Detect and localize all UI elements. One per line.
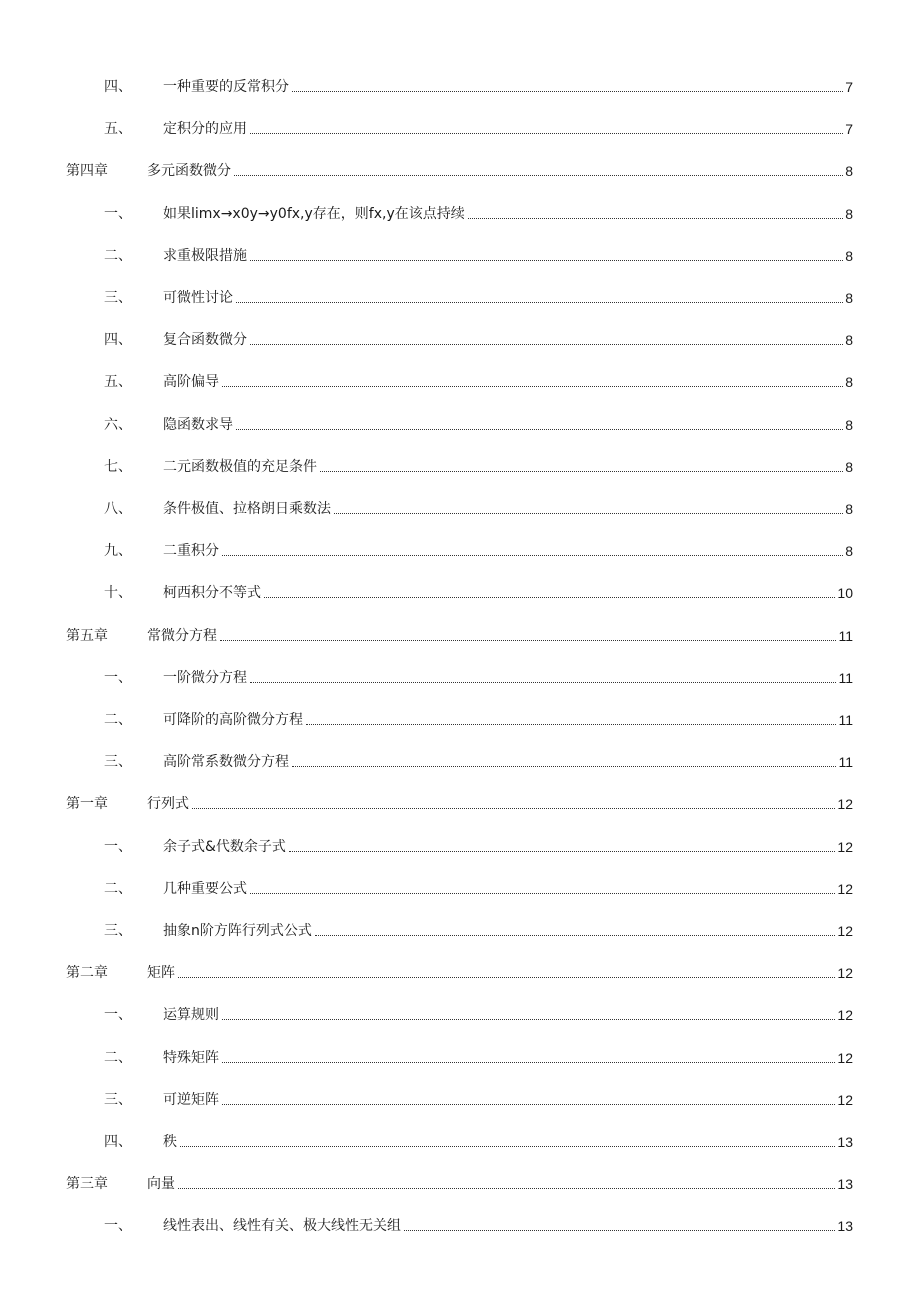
- toc-entry-title: 线性表出、线性有关、极大线性无关组: [163, 1218, 401, 1235]
- toc-section-entry[interactable]: [104, 1085, 853, 1109]
- toc-entry-title: 定积分的应用: [163, 121, 247, 138]
- toc-entry-number: 九、: [104, 543, 132, 560]
- toc-entry-title: 常微分方程: [147, 627, 217, 644]
- toc-entry-page-number: 7: [845, 121, 853, 138]
- toc-entry-title: 几种重要公式: [163, 880, 247, 897]
- toc-entry-number: 一、: [104, 838, 132, 855]
- toc-entry-number: 三、: [104, 290, 132, 306]
- toc-entry-title: 运算规则: [163, 1007, 219, 1024]
- toc-entry-number: 第二章: [66, 965, 108, 982]
- toc-section-entry[interactable]: [104, 452, 853, 476]
- toc-entry-page-number: 13: [837, 1134, 853, 1150]
- toc-entry-number: 七、: [104, 458, 132, 475]
- toc-entry-page-number: 12: [837, 923, 853, 939]
- toc-section-entry[interactable]: [104, 72, 853, 96]
- toc-section-entry[interactable]: [104, 663, 853, 687]
- toc-entry-number: 三、: [104, 923, 132, 939]
- toc-entry-page-number: 11: [838, 669, 853, 686]
- toc-entry-page-number: 8: [845, 416, 853, 433]
- toc-entry-number: 二、: [104, 880, 132, 897]
- toc-chapter-entry[interactable]: [66, 958, 853, 982]
- toc-entry-number: 四、: [104, 332, 132, 349]
- toc-section-entry[interactable]: [104, 874, 853, 898]
- toc-entry-page-number: 7: [845, 79, 853, 95]
- toc-entry-title: 矩阵: [147, 965, 175, 982]
- toc-section-entry[interactable]: [104, 1211, 853, 1235]
- toc-entry-title: 一阶微分方程: [163, 669, 247, 686]
- toc-section-entry[interactable]: [104, 410, 853, 434]
- dot-leader: [236, 301, 843, 303]
- toc-entry-page-number: 12: [837, 1091, 853, 1108]
- dot-leader: [178, 976, 835, 978]
- toc-section-entry[interactable]: [104, 916, 853, 940]
- toc-entry-number: 一、: [104, 205, 132, 222]
- toc-section-entry[interactable]: [104, 705, 853, 729]
- toc-section-entry[interactable]: [104, 494, 853, 518]
- toc-entry-page-number: 8: [845, 290, 853, 306]
- toc-chapter-entry[interactable]: [66, 789, 853, 813]
- toc-entry-page-number: 12: [837, 1007, 853, 1024]
- toc-section-entry[interactable]: [104, 747, 853, 771]
- toc-entry-title: 向量: [147, 1176, 175, 1193]
- toc-entry-number: 三、: [104, 1091, 132, 1108]
- toc-entry-number: 四、: [104, 1134, 132, 1150]
- toc-entry-page-number: 8: [845, 501, 853, 517]
- toc-entry-number: 四、: [104, 79, 132, 95]
- toc-section-entry[interactable]: [104, 578, 853, 602]
- toc-entry-title: 复合函数微分: [163, 332, 247, 349]
- toc-entry-page-number: 8: [845, 163, 853, 180]
- toc-entry-number: 五、: [104, 121, 132, 138]
- dot-leader: [222, 1103, 835, 1105]
- toc-entry-title: 求重极限措施: [163, 247, 247, 264]
- toc-entry-number: 二、: [104, 1049, 132, 1066]
- dot-leader: [289, 850, 836, 852]
- toc-entry-page-number: 8: [845, 374, 853, 391]
- dot-leader: [334, 512, 843, 514]
- toc-entry-number: 六、: [104, 416, 132, 433]
- dot-leader: [306, 723, 836, 725]
- toc-entry-title: 抽象n阶方阵行列式公式: [163, 923, 312, 939]
- toc-chapter-entry[interactable]: [66, 621, 853, 645]
- toc-entry-title: 二重积分: [163, 543, 219, 560]
- dot-leader: [320, 470, 843, 472]
- toc-entry-number: 二、: [104, 712, 132, 728]
- toc-entry-title: 如果limx→x0y→y0fx,y存在，则fx,y在该点持续: [163, 205, 465, 222]
- toc-entry-page-number: 8: [845, 205, 853, 222]
- toc-section-entry[interactable]: [104, 114, 853, 138]
- toc-entry-number: 第三章: [66, 1176, 108, 1193]
- dot-leader: [222, 554, 843, 556]
- toc-section-entry[interactable]: [104, 325, 853, 349]
- toc-entry-number: 三、: [104, 754, 132, 771]
- toc-section-entry[interactable]: [104, 536, 853, 560]
- toc-entry-number: 一、: [104, 669, 132, 686]
- toc-entry-number: 十、: [104, 585, 132, 602]
- toc-entry-page-number: 12: [837, 838, 853, 855]
- toc-entry-page-number: 13: [837, 1218, 853, 1235]
- dot-leader: [192, 807, 835, 809]
- toc-entry-number: 五、: [104, 374, 132, 391]
- dot-leader: [222, 1018, 835, 1020]
- toc-entry-title: 秩: [163, 1134, 177, 1150]
- toc-entry-number: 第一章: [66, 796, 108, 813]
- toc-entry-page-number: 12: [837, 880, 853, 897]
- toc-entry-title: 隐函数求导: [163, 416, 233, 433]
- toc-entry-title: 高阶偏导: [163, 374, 219, 391]
- dot-leader: [250, 681, 836, 683]
- dot-leader: [404, 1229, 835, 1231]
- toc-entry-page-number: 11: [838, 627, 853, 644]
- dot-leader: [222, 1061, 835, 1063]
- toc-entry-page-number: 12: [837, 1049, 853, 1066]
- toc-entry-title: 可逆矩阵: [163, 1091, 219, 1108]
- dot-leader: [292, 90, 843, 92]
- dot-leader: [234, 174, 843, 176]
- toc-entry-page-number: 10: [837, 585, 853, 602]
- toc-entry-title: 可微性讨论: [163, 290, 233, 306]
- toc-entry-number: 八、: [104, 501, 132, 517]
- dot-leader: [250, 132, 843, 134]
- toc-entry-number: 二、: [104, 247, 132, 264]
- dot-leader: [250, 892, 835, 894]
- toc-entry-title: 可降阶的高阶微分方程: [163, 712, 303, 728]
- toc-section-entry[interactable]: [104, 283, 853, 307]
- toc-section-entry[interactable]: [104, 367, 853, 391]
- dot-leader: [264, 596, 835, 598]
- toc-entry-page-number: 11: [838, 712, 853, 728]
- dot-leader: [236, 428, 843, 430]
- toc-entry-page-number: 12: [837, 796, 853, 813]
- dot-leader: [178, 1187, 835, 1189]
- dot-leader: [222, 385, 843, 387]
- toc-section-entry[interactable]: [104, 1127, 853, 1151]
- toc-section-entry[interactable]: [104, 199, 853, 223]
- toc-entry-title: 条件极值、拉格朗日乘数法: [163, 501, 331, 517]
- toc-entry-title: 高阶常系数微分方程: [163, 754, 289, 771]
- toc-entry-page-number: 12: [837, 965, 853, 982]
- toc-entry-page-number: 11: [838, 754, 853, 771]
- toc-entry-title: 多元函数微分: [147, 163, 231, 180]
- toc-entry-number: 一、: [104, 1218, 132, 1235]
- dot-leader: [292, 765, 836, 767]
- toc-entry-number: 第五章: [66, 627, 108, 644]
- toc-entry-title: 特殊矩阵: [163, 1049, 219, 1066]
- toc-entry-number: 一、: [104, 1007, 132, 1024]
- toc-entry-page-number: 8: [845, 332, 853, 349]
- dot-leader: [220, 639, 836, 641]
- toc-entry-page-number: 8: [845, 458, 853, 475]
- toc-entry-title: 余子式&代数余子式: [163, 838, 286, 855]
- toc-entry-page-number: 8: [845, 247, 853, 264]
- dot-leader: [315, 934, 836, 936]
- dot-leader: [468, 217, 843, 219]
- toc-section-entry[interactable]: [104, 241, 853, 265]
- toc-section-entry[interactable]: [104, 1000, 853, 1024]
- toc-entry-page-number: 8: [845, 543, 853, 560]
- toc-entry-number: 第四章: [66, 163, 108, 180]
- toc-chapter-entry[interactable]: [66, 156, 853, 180]
- toc-entry-title: 柯西积分不等式: [163, 585, 261, 602]
- toc-entry-title: 一种重要的反常积分: [163, 79, 289, 95]
- toc-section-entry[interactable]: [104, 1043, 853, 1067]
- toc-entry-title: 二元函数极值的充足条件: [163, 458, 317, 475]
- dot-leader: [250, 259, 843, 261]
- dot-leader: [180, 1145, 835, 1147]
- dot-leader: [250, 343, 843, 345]
- toc-section-entry[interactable]: [104, 832, 853, 856]
- toc-entry-page-number: 13: [837, 1176, 853, 1193]
- toc-entry-title: 行列式: [147, 796, 189, 813]
- toc-chapter-entry[interactable]: [66, 1169, 853, 1193]
